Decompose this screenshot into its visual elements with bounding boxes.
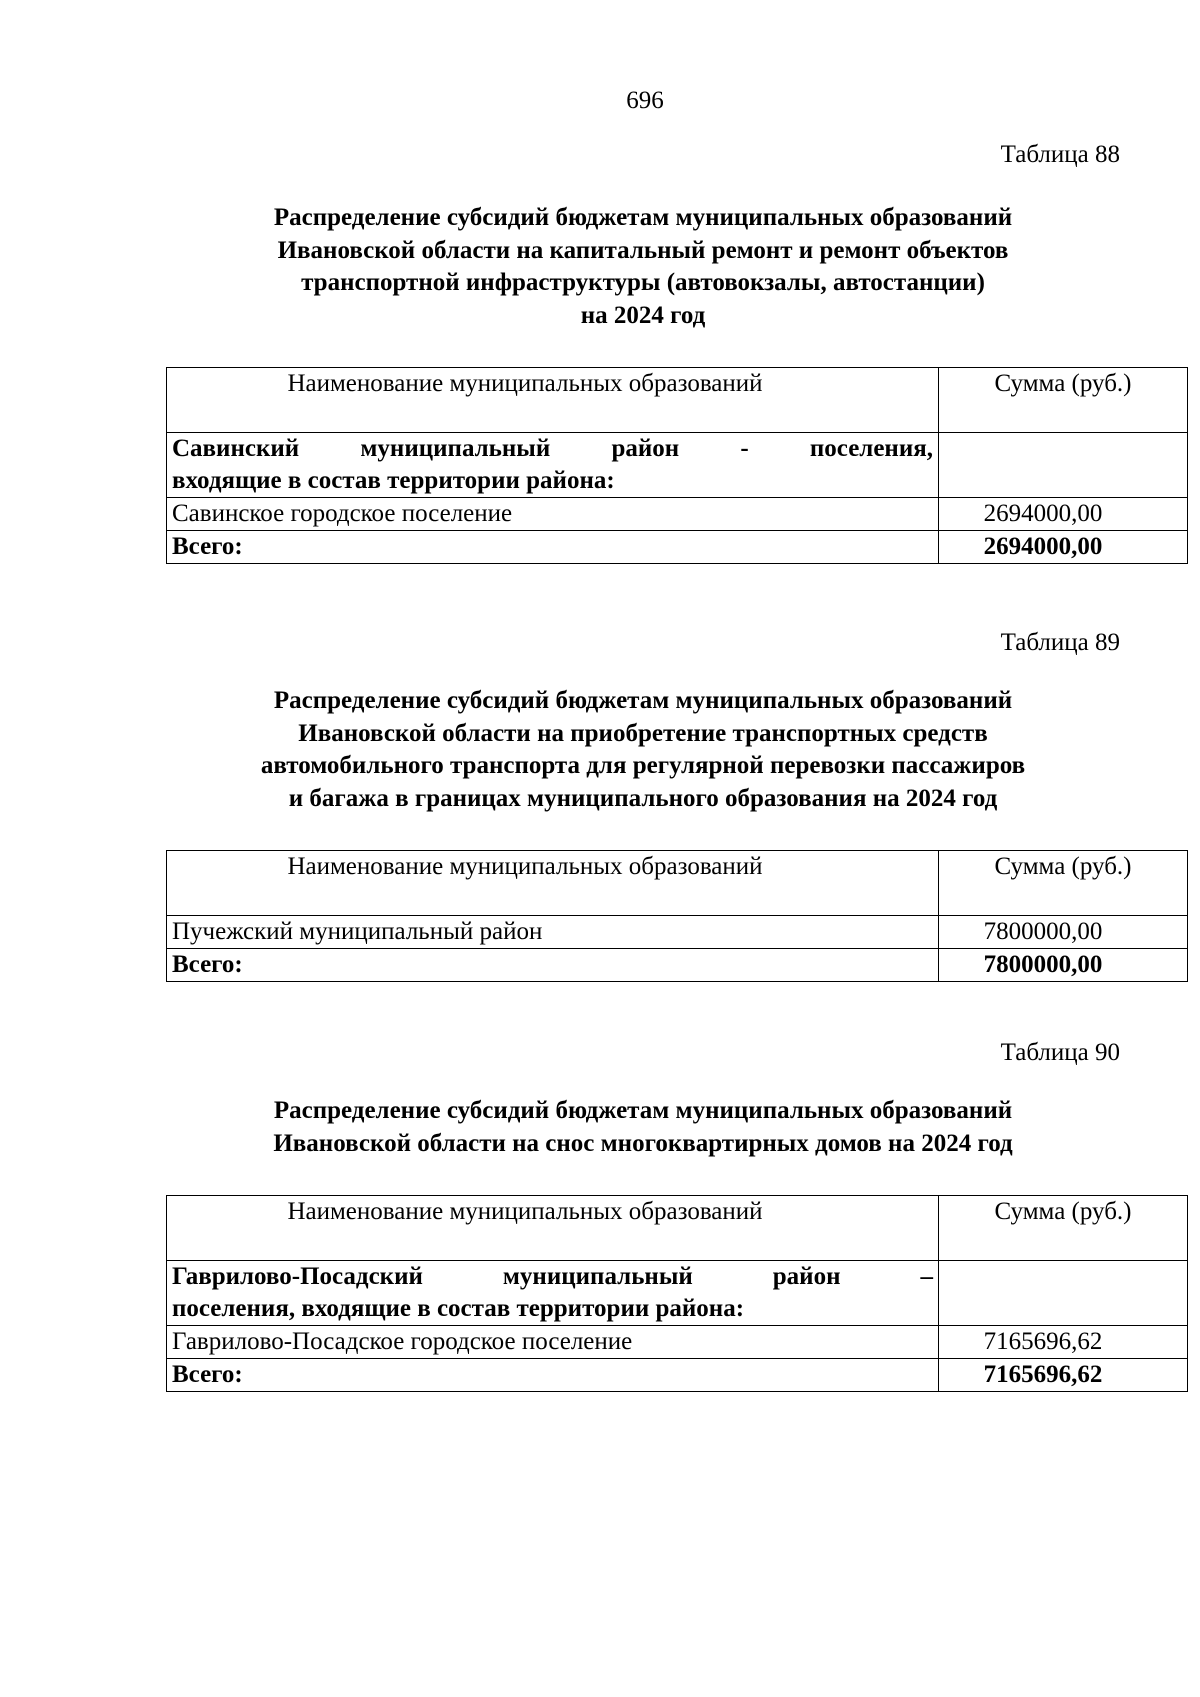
group-line-1 xyxy=(172,1261,933,1293)
group-line-2: входящие в состав территории района: xyxy=(172,467,615,494)
group-row xyxy=(167,433,1188,498)
table-label: Таблица 89 xyxy=(1000,629,1120,656)
group-sum-cell xyxy=(939,433,1188,498)
row-name-cell: Савинское городское поселение xyxy=(167,498,939,531)
table-header-row xyxy=(167,1196,1188,1261)
group-line-2: поселения, входящие в состав территории района: xyxy=(172,1295,745,1322)
group-word: муниципальный xyxy=(502,1263,693,1290)
row-sum-cell: 7800000,00 xyxy=(939,916,1188,949)
title-line: на 2024 год xyxy=(580,301,706,329)
subsidy-table xyxy=(166,1195,1188,1392)
row-name-cell: Гаврилово-Посадское городское поселение xyxy=(167,1326,939,1359)
row-sum-cell: 7165696,62 xyxy=(939,1326,1188,1359)
table-header-row xyxy=(167,368,1188,433)
group-word: район xyxy=(772,1263,841,1290)
group-name-cell xyxy=(167,433,939,498)
total-row xyxy=(167,531,1188,564)
total-name-cell: Всего: xyxy=(167,531,939,564)
header-sum-cell: Сумма (руб.) xyxy=(939,368,1188,433)
total-row xyxy=(167,1359,1188,1392)
total-row xyxy=(167,949,1188,982)
header-name-cell: Наименование муниципальных образований xyxy=(167,1196,939,1261)
row-name-cell: Пучежский муниципальный район xyxy=(167,916,939,949)
subsidy-table xyxy=(166,367,1188,564)
table-label: Таблица 88 xyxy=(1000,141,1120,168)
title-line: и багажа в границах муниципального образования на 2024 год xyxy=(288,784,998,812)
title-line: Ивановской области на приобретение транспортных средств xyxy=(298,719,988,747)
header-sum-cell: Сумма (руб.) xyxy=(939,1196,1188,1261)
table-section-90 xyxy=(166,1038,1132,1392)
table-section-88 xyxy=(166,140,1132,564)
title-line: автомобильного транспорта для регулярной перевозки пассажиров xyxy=(260,752,1026,779)
table-row xyxy=(167,498,1188,531)
group-name-cell xyxy=(167,1261,939,1326)
total-sum-cell: 7800000,00 xyxy=(939,949,1188,982)
title-line: Распределение субсидий бюджетам муниципальных образований xyxy=(273,687,1013,714)
section-title xyxy=(166,1095,1120,1160)
group-word: - xyxy=(740,435,749,462)
title-line: Ивановской области на капитальный ремонт и ремонт объектов xyxy=(277,236,1009,264)
table-section-89 xyxy=(166,628,1132,982)
table-row xyxy=(167,916,1188,949)
header-name-cell: Наименование муниципальных образований xyxy=(167,851,939,916)
page-number: 696 xyxy=(626,87,664,114)
title-line: Распределение субсидий бюджетам муниципальных образований xyxy=(273,1097,1013,1124)
group-row xyxy=(167,1261,1188,1326)
table-label: Таблица 90 xyxy=(1000,1039,1120,1066)
subsidy-table xyxy=(166,850,1188,982)
group-word: Савинский xyxy=(172,435,300,462)
group-line-1 xyxy=(172,433,933,465)
total-sum-cell: 2694000,00 xyxy=(939,531,1188,564)
group-word: поселения, xyxy=(809,435,933,462)
row-sum-cell: 2694000,00 xyxy=(939,498,1188,531)
total-name-cell: Всего: xyxy=(167,1359,939,1392)
header-sum-cell: Сумма (руб.) xyxy=(939,851,1188,916)
section-title xyxy=(166,202,1120,332)
header-name-cell: Наименование муниципальных образований xyxy=(167,368,939,433)
group-word: – xyxy=(920,1263,933,1290)
table-header-row xyxy=(167,851,1188,916)
group-sum-cell xyxy=(939,1261,1188,1326)
total-name-cell: Всего: xyxy=(167,949,939,982)
title-line: транспортной инфраструктуры (автовокзалы, автостанции) xyxy=(301,269,985,296)
table-row xyxy=(167,1326,1188,1359)
section-title xyxy=(166,685,1120,815)
title-line: Распределение субсидий бюджетам муниципальных образований xyxy=(273,204,1013,231)
title-line: Ивановской области на снос многоквартирных домов на 2024 год xyxy=(273,1129,1013,1157)
group-word: муниципальный xyxy=(360,435,551,462)
group-word: Гаврилово-Посадский xyxy=(172,1263,423,1290)
group-word: район xyxy=(611,435,680,462)
total-sum-cell: 7165696,62 xyxy=(939,1359,1188,1392)
